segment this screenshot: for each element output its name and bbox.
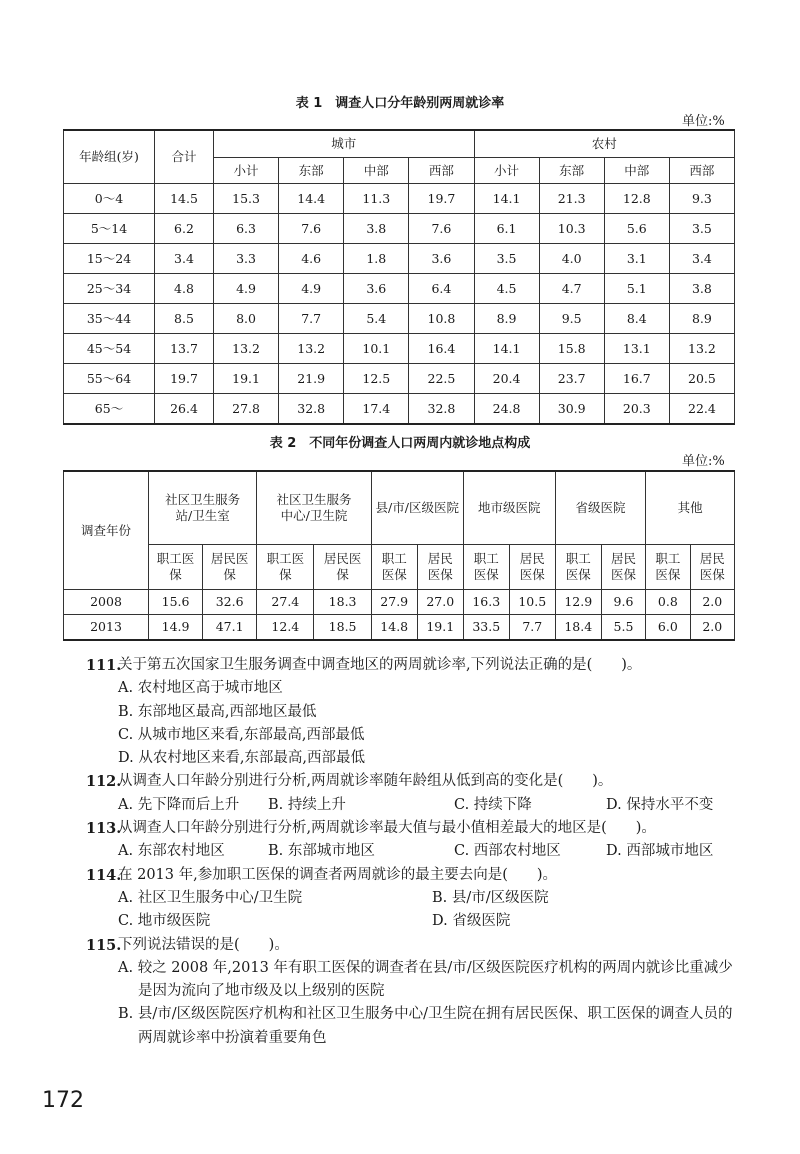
table1-row bbox=[64, 214, 735, 244]
table1-cell: 6.3 bbox=[214, 214, 279, 244]
option-d: D. 保持水平不变 bbox=[606, 796, 714, 813]
option-d: D. 从农村地区来看,东部最高,西部最低 bbox=[118, 750, 366, 767]
table1-age-cell: 65～ bbox=[64, 394, 155, 425]
table2-subheader: 居民医保 bbox=[203, 545, 257, 590]
table1-cell: 8.9 bbox=[669, 304, 734, 334]
table2 bbox=[63, 470, 735, 641]
table1-cell: 1.8 bbox=[344, 244, 409, 274]
table1-cell: 3.1 bbox=[604, 244, 669, 274]
table1-cell: 6.1 bbox=[474, 214, 539, 244]
table1-body bbox=[64, 184, 735, 425]
option-d: D. 省级医院 bbox=[432, 913, 511, 930]
question-114 bbox=[86, 864, 746, 934]
table1-cell: 3.6 bbox=[344, 274, 409, 304]
table1-cell: 13.2 bbox=[669, 334, 734, 364]
table1-cell: 3.8 bbox=[344, 214, 409, 244]
table1-cell: 15.8 bbox=[539, 334, 604, 364]
table1 bbox=[63, 129, 735, 425]
table1-cell: 3.5 bbox=[669, 214, 734, 244]
question-number: 112. bbox=[86, 773, 122, 791]
table1-cell: 4.8 bbox=[155, 274, 214, 304]
table1-cell: 20.5 bbox=[669, 364, 734, 394]
table1-caption: 表 1 调查人口分年龄别两周就诊率 bbox=[295, 96, 505, 111]
table2-cell: 27.9 bbox=[371, 590, 417, 615]
table1-subheader: 小计 bbox=[214, 158, 279, 184]
table2-subheader-row bbox=[64, 545, 735, 590]
table2-cell: 7.7 bbox=[509, 615, 555, 641]
table1-cell: 4.6 bbox=[279, 244, 344, 274]
table2-cell: 33.5 bbox=[463, 615, 509, 641]
table1-cell: 10.8 bbox=[409, 304, 474, 334]
option-d: D. 西部城市地区 bbox=[606, 843, 714, 860]
table1-cell: 17.4 bbox=[344, 394, 409, 425]
table1-header-total: 合计 bbox=[155, 130, 214, 184]
table2-subheader: 居民医保 bbox=[509, 545, 555, 590]
table1-cell: 7.6 bbox=[409, 214, 474, 244]
table1-cell: 20.4 bbox=[474, 364, 539, 394]
table2-subheader: 居民医保 bbox=[314, 545, 371, 590]
table1-cell: 14.1 bbox=[474, 334, 539, 364]
table2-unit: 单位:% bbox=[682, 454, 725, 469]
options-row bbox=[86, 840, 746, 863]
option-b: B. 东部地区最高,西部地区最低 bbox=[118, 703, 317, 720]
table1-cell: 4.7 bbox=[539, 274, 604, 304]
table1-cell: 7.7 bbox=[279, 304, 344, 334]
questions bbox=[86, 654, 746, 1050]
table1-cell: 16.4 bbox=[409, 334, 474, 364]
table2-subheader: 职工医保 bbox=[646, 545, 690, 590]
table1-cell: 14.1 bbox=[474, 184, 539, 214]
table1-cell: 30.9 bbox=[539, 394, 604, 425]
table2-group: 地市级医院 bbox=[463, 471, 555, 545]
options-row bbox=[86, 910, 746, 933]
table1-cell: 13.2 bbox=[279, 334, 344, 364]
table1-cell: 5.4 bbox=[344, 304, 409, 334]
table2-year-cell: 2008 bbox=[64, 590, 149, 615]
page-number: 172 bbox=[42, 1088, 84, 1113]
table1-subheader: 西部 bbox=[409, 158, 474, 184]
table1-cell: 19.7 bbox=[409, 184, 474, 214]
table1-cell: 11.3 bbox=[344, 184, 409, 214]
table1-cell: 27.8 bbox=[214, 394, 279, 425]
table1-cell: 4.9 bbox=[214, 274, 279, 304]
table1-row bbox=[64, 274, 735, 304]
table1-cell: 20.3 bbox=[604, 394, 669, 425]
table1-cell: 26.4 bbox=[155, 394, 214, 425]
question-number: 114. bbox=[86, 866, 122, 884]
table1-cell: 8.0 bbox=[214, 304, 279, 334]
table2-cell: 16.3 bbox=[463, 590, 509, 615]
table2-cell: 6.0 bbox=[646, 615, 690, 641]
table2-group: 社区卫生服务站/卫生室 bbox=[149, 471, 257, 545]
table2-cell: 2.0 bbox=[690, 615, 734, 641]
option-c: C. 地市级医院 bbox=[118, 913, 211, 930]
table1-cell: 6.4 bbox=[409, 274, 474, 304]
table2-cell: 10.5 bbox=[509, 590, 555, 615]
table1-cell: 3.3 bbox=[214, 244, 279, 274]
table1-age-cell: 55～64 bbox=[64, 364, 155, 394]
table2-subheader: 居民医保 bbox=[417, 545, 463, 590]
question-115 bbox=[86, 934, 746, 1050]
table1-cell: 12.5 bbox=[344, 364, 409, 394]
table2-cell: 14.9 bbox=[149, 615, 203, 641]
option-b: B. 县/市/区级医院 bbox=[432, 889, 549, 906]
table2-cell: 19.1 bbox=[417, 615, 463, 641]
table1-age-cell: 0～4 bbox=[64, 184, 155, 214]
option-c: C. 从城市地区来看,东部最高,西部最低 bbox=[118, 726, 365, 743]
table1-age-cell: 35～44 bbox=[64, 304, 155, 334]
option-a: A. 社区卫生服务中心/卫生院 bbox=[118, 889, 303, 906]
table2-subheader: 职工医保 bbox=[463, 545, 509, 590]
table2-subheader: 居民医保 bbox=[690, 545, 734, 590]
table1-cell: 3.4 bbox=[155, 244, 214, 274]
table1-cell: 9.5 bbox=[539, 304, 604, 334]
table1-cell: 23.7 bbox=[539, 364, 604, 394]
table1-cell: 10.1 bbox=[344, 334, 409, 364]
option-c: C. 西部农村地区 bbox=[454, 843, 561, 860]
table1-cell: 4.9 bbox=[279, 274, 344, 304]
table2-cell: 27.4 bbox=[257, 590, 314, 615]
question-111 bbox=[86, 654, 746, 770]
table1-cell: 8.4 bbox=[604, 304, 669, 334]
table2-body bbox=[64, 590, 735, 641]
option-a: A. 较之 2008 年,2013 年有职工医保的调查者在县/市/区级医院医疗机构的两周内就诊比重减少是因为流向了地市级及以上级别的医院 bbox=[118, 959, 733, 1000]
table1-cell: 8.9 bbox=[474, 304, 539, 334]
table2-subheader: 职工医保 bbox=[257, 545, 314, 590]
table1-cell: 5.6 bbox=[604, 214, 669, 244]
table2-cell: 2.0 bbox=[690, 590, 734, 615]
table1-cell: 12.8 bbox=[604, 184, 669, 214]
table1-cell: 32.8 bbox=[409, 394, 474, 425]
table1-cell: 13.2 bbox=[214, 334, 279, 364]
table1-age-cell: 5～14 bbox=[64, 214, 155, 244]
table2-cell: 18.5 bbox=[314, 615, 371, 641]
option-a: A. 东部农村地区 bbox=[118, 843, 225, 860]
option-a: A. 农村地区高于城市地区 bbox=[118, 680, 283, 697]
table1-cell: 10.3 bbox=[539, 214, 604, 244]
option-b: B. 县/市/区级医院医疗机构和社区卫生服务中心/卫生院在拥有居民医保、职工医保的调查人员的两周就诊率中扮演着重要角色 bbox=[118, 1006, 733, 1046]
table1-unit: 单位:% bbox=[682, 114, 725, 129]
table1-cell: 19.1 bbox=[214, 364, 279, 394]
table1-header-age: 年龄组(岁) bbox=[64, 130, 155, 184]
table2-row bbox=[64, 590, 735, 615]
table1-subheader: 西部 bbox=[669, 158, 734, 184]
question-text: 关于第五次国家卫生服务调查中调查地区的两周就诊率,下列说法正确的是( )。 bbox=[118, 657, 642, 673]
table2-row bbox=[64, 615, 735, 641]
table1-row bbox=[64, 334, 735, 364]
option-a: A. 先下降而后上升 bbox=[118, 796, 240, 813]
table1-row bbox=[64, 304, 735, 334]
table1-cell: 13.1 bbox=[604, 334, 669, 364]
table2-subheader: 职工医保 bbox=[555, 545, 601, 590]
table2-subheader: 职工医保 bbox=[149, 545, 203, 590]
table1-cell: 7.6 bbox=[279, 214, 344, 244]
table1-age-cell: 15～24 bbox=[64, 244, 155, 274]
table1-row bbox=[64, 244, 735, 274]
table1-cell: 22.4 bbox=[669, 394, 734, 425]
table1-cell: 24.8 bbox=[474, 394, 539, 425]
option-c: C. 持续下降 bbox=[454, 796, 532, 813]
question-number: 115. bbox=[86, 936, 122, 954]
question-text: 在 2013 年,参加职工医保的调查者两周就诊的最主要去向是( )。 bbox=[118, 866, 558, 883]
table1-cell: 3.5 bbox=[474, 244, 539, 274]
table2-subheader: 职工医保 bbox=[371, 545, 417, 590]
table1-cell: 3.4 bbox=[669, 244, 734, 274]
table1-subheader: 东部 bbox=[279, 158, 344, 184]
table1-cell: 22.5 bbox=[409, 364, 474, 394]
table1-cell: 14.5 bbox=[155, 184, 214, 214]
table2-cell: 12.9 bbox=[555, 590, 601, 615]
table1-header-rural: 农村 bbox=[474, 130, 735, 158]
table2-subheader: 居民医保 bbox=[601, 545, 645, 590]
table2-cell: 18.3 bbox=[314, 590, 371, 615]
table1-subheader: 中部 bbox=[604, 158, 669, 184]
table1-cell: 4.0 bbox=[539, 244, 604, 274]
table2-year-cell: 2013 bbox=[64, 615, 149, 641]
table2-cell: 0.8 bbox=[646, 590, 690, 615]
option-b: B. 东部城市地区 bbox=[268, 843, 375, 860]
table2-cell: 5.5 bbox=[601, 615, 645, 641]
table2-header-year-text: 调查年份 bbox=[80, 522, 131, 538]
table1-subheader: 东部 bbox=[539, 158, 604, 184]
options-row bbox=[86, 887, 746, 910]
table2-cell: 12.4 bbox=[257, 615, 314, 641]
question-113 bbox=[86, 817, 746, 864]
table1-age-cell: 45～54 bbox=[64, 334, 155, 364]
options-row bbox=[86, 794, 746, 817]
table2-cell: 18.4 bbox=[555, 615, 601, 641]
option-b: B. 持续上升 bbox=[268, 796, 346, 813]
table2-cell: 14.8 bbox=[371, 615, 417, 641]
table1-row bbox=[64, 394, 735, 425]
table2-caption: 表 2 不同年份调查人口两周内就诊地点构成 bbox=[269, 436, 531, 451]
table1-cell: 5.1 bbox=[604, 274, 669, 304]
table1-cell: 6.2 bbox=[155, 214, 214, 244]
table1-age-cell: 25～34 bbox=[64, 274, 155, 304]
table2-cell: 47.1 bbox=[203, 615, 257, 641]
question-112 bbox=[86, 770, 746, 817]
question-text: 从调查人口年龄分别进行分析,两周就诊率随年龄组从低到高的变化是( )。 bbox=[118, 773, 613, 790]
table1-row bbox=[64, 364, 735, 394]
table2-group: 其他 bbox=[646, 471, 735, 545]
table1-header-city: 城市 bbox=[214, 130, 475, 158]
table1-cell: 8.5 bbox=[155, 304, 214, 334]
table1-cell: 13.7 bbox=[155, 334, 214, 364]
table2-header-year bbox=[64, 471, 149, 590]
table1-cell: 9.3 bbox=[669, 184, 734, 214]
question-text: 下列说法错误的是( )。 bbox=[118, 936, 289, 953]
table2-cell: 9.6 bbox=[601, 590, 645, 615]
table1-row bbox=[64, 184, 735, 214]
table1-cell: 3.8 bbox=[669, 274, 734, 304]
table2-group: 省级医院 bbox=[555, 471, 645, 545]
table1-cell: 21.9 bbox=[279, 364, 344, 394]
table1-cell: 4.5 bbox=[474, 274, 539, 304]
table1-cell: 21.3 bbox=[539, 184, 604, 214]
table1-subheader: 小计 bbox=[474, 158, 539, 184]
question-number: 111. bbox=[86, 657, 122, 674]
table2-cell: 32.6 bbox=[203, 590, 257, 615]
table1-cell: 19.7 bbox=[155, 364, 214, 394]
table1-subheader: 中部 bbox=[344, 158, 409, 184]
table2-cell: 15.6 bbox=[149, 590, 203, 615]
table2-cell: 27.0 bbox=[417, 590, 463, 615]
table1-cell: 15.3 bbox=[214, 184, 279, 214]
table2-group: 县/市/区级医院 bbox=[371, 471, 463, 545]
table1-cell: 32.8 bbox=[279, 394, 344, 425]
table1-cell: 16.7 bbox=[604, 364, 669, 394]
question-text: 从调查人口年龄分别进行分析,两周就诊率最大值与最小值相差最大的地区是( )。 bbox=[118, 820, 656, 837]
table1-cell: 14.4 bbox=[279, 184, 344, 214]
table1-cell: 3.6 bbox=[409, 244, 474, 274]
question-number: 113. bbox=[86, 820, 122, 838]
table2-group: 社区卫生服务中心/卫生院 bbox=[257, 471, 372, 545]
